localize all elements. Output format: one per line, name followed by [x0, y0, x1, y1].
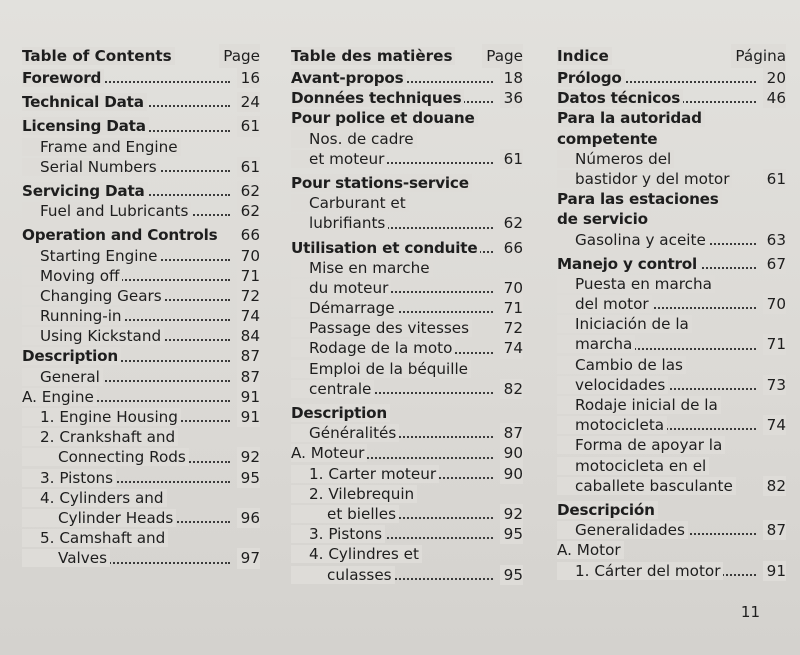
- entry-title: Pour stations-service: [291, 174, 472, 192]
- entry-title: et moteur: [291, 150, 387, 168]
- entry-title: Moving off: [22, 267, 122, 285]
- entry-page-number: 61: [237, 116, 260, 136]
- toc-entry: [291, 423, 523, 443]
- entry-title: Using Kickstand: [22, 327, 164, 345]
- toc-entry: [22, 548, 260, 568]
- toc-entry: [22, 407, 260, 427]
- entry-title: Números del: [557, 150, 674, 168]
- entry-title: et bielles: [291, 505, 399, 523]
- toc-entry: [291, 278, 523, 298]
- toc-entry: [557, 68, 786, 88]
- entry-title: 2. Crankshaft and: [22, 428, 178, 446]
- toc-entry: [22, 326, 260, 346]
- toc-entry: [22, 286, 260, 306]
- toc-entry: [22, 427, 260, 447]
- toc-entry: [22, 508, 260, 528]
- entry-title: Valves: [22, 549, 110, 567]
- toc-entry: [557, 456, 786, 476]
- toc-entry: [22, 387, 260, 407]
- toc-entry: [22, 201, 260, 221]
- entry-title: Fuel and Lubricants: [22, 202, 191, 220]
- toc-entry: [22, 181, 260, 201]
- entry-title: General: [22, 368, 103, 386]
- entry-page-number: 71: [763, 334, 786, 354]
- entry-page-number: 74: [763, 415, 786, 435]
- toc-entry: [291, 524, 523, 544]
- toc-entry: [557, 169, 786, 189]
- entry-title: Description: [22, 347, 121, 365]
- toc-entry: [22, 68, 260, 88]
- toc-entry: [22, 266, 260, 286]
- entry-page-number: 91: [763, 561, 786, 581]
- page-column-label: Page: [219, 44, 260, 68]
- toc-entry: [557, 149, 786, 169]
- toc-column-french: [291, 44, 523, 585]
- entry-title: Cylinder Heads: [22, 509, 176, 527]
- entry-title: centrale: [291, 380, 374, 398]
- toc-entry: [557, 375, 786, 395]
- entry-title: Para la autoridad: [557, 109, 705, 127]
- entry-title: 5. Camshaft and: [22, 529, 168, 547]
- entry-title: de servicio: [557, 210, 651, 228]
- entry-title: Cambio de las: [557, 356, 686, 374]
- entry-title: A. Motor: [557, 541, 624, 559]
- toc-entry: [291, 318, 523, 338]
- toc-entry: [557, 254, 786, 274]
- toc-entry: [22, 137, 260, 157]
- entry-page-number: 82: [500, 379, 523, 399]
- entry-page-number: 95: [500, 524, 523, 544]
- entry-title: Frame and Engine: [22, 138, 181, 156]
- entry-page-number: 90: [500, 443, 523, 463]
- toc-entry: [557, 520, 786, 540]
- toc-entry: [557, 230, 786, 250]
- entry-page-number: 18: [500, 68, 523, 88]
- toc-title: Table des matières: [291, 47, 455, 65]
- entry-page-number: 62: [500, 213, 523, 233]
- toc-entry: [291, 238, 523, 258]
- toc-entry: [22, 468, 260, 488]
- entry-title: Changing Gears: [22, 287, 165, 305]
- page-column-label: Page: [482, 44, 523, 68]
- entry-title: caballete basculante: [557, 477, 736, 495]
- toc-entry: [22, 488, 260, 508]
- entry-title: Utilisation et conduite: [291, 239, 480, 257]
- entry-page-number: 74: [500, 338, 523, 358]
- entry-page-number: 82: [763, 476, 786, 496]
- entry-page-number: 61: [237, 157, 260, 177]
- entry-page-number: 97: [237, 548, 260, 568]
- toc-entry: [557, 435, 786, 455]
- entry-title: Gasolina y aceite: [557, 231, 709, 249]
- toc-entry: [557, 415, 786, 435]
- toc-entry: [291, 443, 523, 463]
- entry-title: Passage des vitesses: [291, 319, 472, 337]
- toc-entry: [557, 209, 786, 229]
- entry-page-number: 71: [237, 266, 260, 286]
- entry-title: 1. Carter moteur: [291, 465, 439, 483]
- entry-title: Mise en marche: [291, 259, 433, 277]
- entry-title: Généralités: [291, 424, 399, 442]
- entry-page-number: 84: [237, 326, 260, 346]
- entry-title: Connecting Rods: [22, 448, 189, 466]
- toc-entry: [557, 88, 786, 108]
- page-number: 11: [740, 603, 760, 621]
- toc-entry: [291, 565, 523, 585]
- toc-entry: [22, 246, 260, 266]
- toc-entry: [291, 544, 523, 564]
- entry-title: bastidor y del motor: [557, 170, 732, 188]
- entry-title: 1. Engine Housing: [22, 408, 181, 426]
- entry-page-number: 95: [237, 468, 260, 488]
- entry-title: Servicing Data: [22, 182, 148, 200]
- toc-entry: [291, 213, 523, 233]
- toc-entry: [557, 189, 786, 209]
- entry-page-number: 91: [237, 407, 260, 427]
- entry-title: culasses: [291, 566, 395, 584]
- entry-title: Licensing Data: [22, 117, 149, 135]
- toc-title: Indice: [557, 47, 612, 65]
- toc-entry: [22, 157, 260, 177]
- toc-entry: [557, 274, 786, 294]
- toc-entry: [22, 92, 260, 112]
- toc-header: [557, 44, 786, 68]
- entry-title: Emploi de la béquille: [291, 360, 471, 378]
- entry-page-number: 66: [237, 225, 260, 245]
- entry-title: Generalidades: [557, 521, 688, 539]
- toc-entry: [557, 500, 786, 520]
- entry-page-number: 61: [763, 169, 786, 189]
- toc-entry: [557, 476, 786, 496]
- toc-entry: [22, 306, 260, 326]
- toc-column-spanish: [557, 44, 786, 581]
- entry-page-number: 16: [237, 68, 260, 88]
- entry-page-number: 87: [763, 520, 786, 540]
- entry-title: Foreword: [22, 69, 104, 87]
- entry-page-number: 72: [237, 286, 260, 306]
- entry-page-number: 70: [237, 246, 260, 266]
- entry-page-number: 95: [500, 565, 523, 585]
- entry-page-number: 24: [237, 92, 260, 112]
- entry-title: Prólogo: [557, 69, 625, 87]
- entry-title: Starting Engine: [22, 247, 160, 265]
- entry-page-number: 70: [500, 278, 523, 298]
- toc-entry: [291, 504, 523, 524]
- toc-entry: [557, 395, 786, 415]
- entry-page-number: 72: [500, 318, 523, 338]
- toc-entry: [291, 108, 523, 128]
- toc-entry: [557, 314, 786, 334]
- entry-title: Iniciación de la: [557, 315, 692, 333]
- entry-title: A. Engine: [22, 388, 97, 406]
- entry-page-number: 74: [237, 306, 260, 326]
- toc-column-english: [22, 44, 260, 569]
- entry-title: Carburant et: [291, 194, 409, 212]
- toc-entry: [557, 294, 786, 314]
- entry-page-number: 91: [237, 387, 260, 407]
- entry-title: Operation and Controls: [22, 226, 220, 244]
- toc-entry: [291, 484, 523, 504]
- entry-title: Manejo y control: [557, 255, 700, 273]
- toc-title: Table of Contents: [22, 47, 175, 65]
- entry-page-number: 66: [500, 238, 523, 258]
- entry-title: 3. Pistons: [22, 469, 116, 487]
- entry-page-number: 62: [237, 181, 260, 201]
- entry-title: Serial Numbers: [22, 158, 160, 176]
- toc-entry: [291, 359, 523, 379]
- toc-entry: [291, 379, 523, 399]
- toc-entry: [557, 540, 786, 560]
- toc-entry: [291, 298, 523, 318]
- entry-title: Rodaje inicial de la: [557, 396, 721, 414]
- entry-page-number: 62: [237, 201, 260, 221]
- entry-page-number: 90: [500, 464, 523, 484]
- toc-entry: [22, 225, 260, 245]
- entry-page-number: 61: [500, 149, 523, 169]
- entry-title: Technical Data: [22, 93, 147, 111]
- entry-title: Pour police et douane: [291, 109, 478, 127]
- entry-title: Description: [291, 404, 390, 422]
- toc-entry: [291, 88, 523, 108]
- entry-title: Démarrage: [291, 299, 398, 317]
- toc-entry: [291, 258, 523, 278]
- page-column-label: Página: [731, 44, 786, 68]
- entry-title: du moteur: [291, 279, 391, 297]
- entry-title: del motor: [557, 295, 652, 313]
- entry-title: lubrifiants: [291, 214, 388, 232]
- toc-entry: [291, 193, 523, 213]
- entry-page-number: 87: [237, 346, 260, 366]
- entry-title: Données techniques: [291, 89, 464, 107]
- entry-page-number: 73: [763, 375, 786, 395]
- entry-title: Descripción: [557, 501, 658, 519]
- toc-entry: [557, 561, 786, 581]
- toc-entry: [291, 403, 523, 423]
- entry-title: A. Moteur: [291, 444, 367, 462]
- entry-page-number: 87: [500, 423, 523, 443]
- toc-entry: [291, 129, 523, 149]
- toc-entry: [557, 108, 786, 128]
- entry-title: Para las estaciones: [557, 190, 722, 208]
- entry-page-number: 87: [237, 367, 260, 387]
- entry-title: Forma de apoyar la: [557, 436, 725, 454]
- toc-entry: [22, 447, 260, 467]
- entry-page-number: 96: [237, 508, 260, 528]
- entry-title: marcha: [557, 335, 635, 353]
- toc-header: [22, 44, 260, 68]
- entry-title: Running-in: [22, 307, 125, 325]
- entry-title: velocidades: [557, 376, 668, 394]
- entry-title: Rodage de la moto: [291, 339, 455, 357]
- entry-title: motocicleta en el: [557, 457, 709, 475]
- entry-title: 1. Cárter del motor: [557, 562, 723, 580]
- entry-page-number: 70: [763, 294, 786, 314]
- toc-entry: [291, 338, 523, 358]
- entry-page-number: 36: [500, 88, 523, 108]
- entry-title: 4. Cylindres et: [291, 545, 422, 563]
- entry-title: Puesta en marcha: [557, 275, 715, 293]
- entry-title: 4. Cylinders and: [22, 489, 167, 507]
- entry-title: motocicleta: [557, 416, 667, 434]
- entry-page-number: 20: [763, 68, 786, 88]
- toc-entry: [22, 346, 260, 366]
- entry-page-number: 92: [237, 447, 260, 467]
- toc-entry: [291, 149, 523, 169]
- entry-page-number: 92: [500, 504, 523, 524]
- entry-title: competente: [557, 130, 660, 148]
- toc-entry: [22, 528, 260, 548]
- entry-page-number: 63: [763, 230, 786, 250]
- toc-entry: [22, 367, 260, 387]
- entry-title: 3. Pistons: [291, 525, 385, 543]
- toc-entry: [557, 355, 786, 375]
- toc-entry: [22, 116, 260, 136]
- entry-title: Datos técnicos: [557, 89, 683, 107]
- toc-entry: [557, 129, 786, 149]
- toc-entry: [291, 68, 523, 88]
- entry-page-number: 71: [500, 298, 523, 318]
- toc-entry: [291, 173, 523, 193]
- toc-entry: [557, 334, 786, 354]
- toc-entry: [291, 464, 523, 484]
- entry-page-number: 67: [763, 254, 786, 274]
- toc-header: [291, 44, 523, 68]
- entry-title: Nos. de cadre: [291, 130, 417, 148]
- entry-title: Avant-propos: [291, 69, 406, 87]
- entry-title: 2. Vilebrequin: [291, 485, 417, 503]
- entry-page-number: 46: [763, 88, 786, 108]
